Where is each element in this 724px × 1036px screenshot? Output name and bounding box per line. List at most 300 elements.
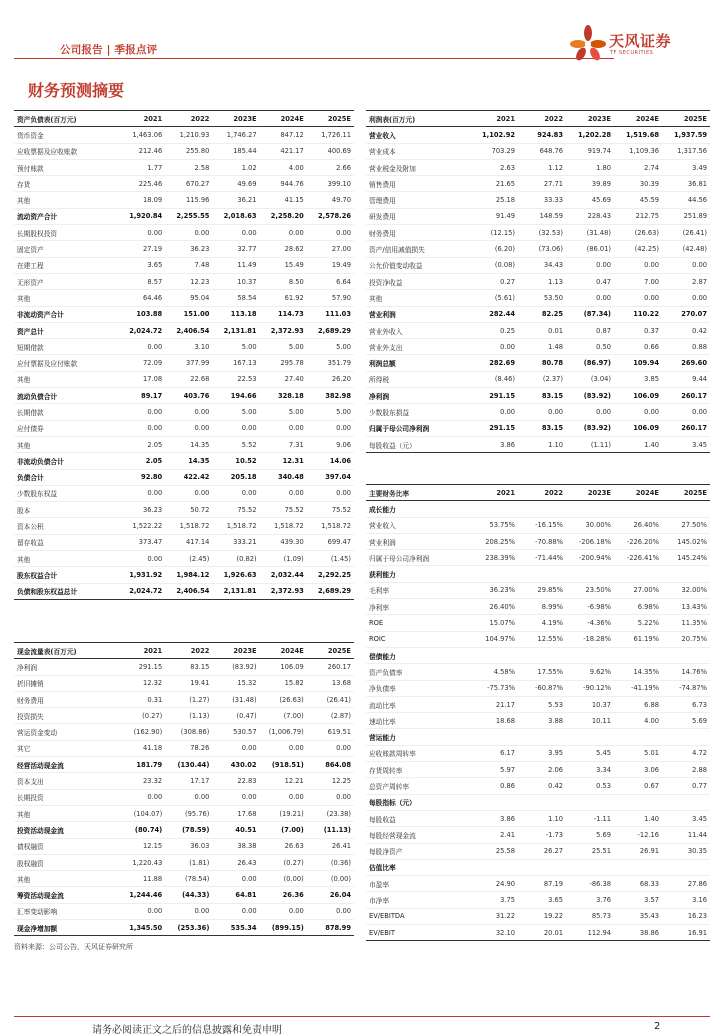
value-cell: 282.69 (470, 355, 518, 371)
value-cell: 0.00 (118, 420, 165, 436)
value-cell: 208.25% (470, 533, 518, 549)
value-cell: 83.15 (518, 388, 566, 404)
value-cell: 0.31 (118, 691, 165, 707)
table-row (366, 827, 710, 843)
cash-flow-table (14, 642, 354, 936)
year-header-cell: 2024E (614, 111, 662, 127)
value-cell: 23.32 (118, 773, 165, 789)
value-cell: -4.36% (566, 615, 614, 631)
value-cell: 1,202.28 (566, 127, 614, 143)
value-cell: 1,102.92 (470, 127, 518, 143)
value-cell: 0.00 (662, 404, 710, 420)
value-cell: 3.95 (518, 745, 566, 761)
value-cell: 35.43 (614, 908, 662, 924)
value-cell: 8.50 (260, 273, 307, 289)
value-cell: 430.02 (212, 757, 259, 773)
value-cell: 2,024.72 (118, 583, 165, 599)
value-cell: -226.41% (614, 550, 662, 566)
value-cell: 15.32 (212, 675, 259, 691)
value-cell: 12.15 (118, 838, 165, 854)
value-cell: (2.87) (307, 708, 354, 724)
value-cell: 185.44 (212, 143, 259, 159)
value-cell: (80.74) (118, 822, 165, 838)
value-cell: 0.00 (212, 485, 259, 501)
table-header-row (14, 111, 354, 127)
value-cell (518, 859, 566, 875)
table-row (14, 208, 354, 224)
table-row (14, 534, 354, 550)
value-cell: 12.21 (260, 773, 307, 789)
table-row (14, 583, 354, 599)
value-cell: (31.48) (212, 691, 259, 707)
value-cell: 14.76% (662, 664, 710, 680)
value-cell: 8.57 (118, 273, 165, 289)
value-cell: 109.94 (614, 355, 662, 371)
value-cell: 23.50% (566, 582, 614, 598)
value-cell: 82.25 (518, 306, 566, 322)
table-row (14, 176, 354, 192)
value-cell: 2,689.29 (307, 583, 354, 599)
table-row (366, 208, 710, 224)
row-label: 少数股东损益 (366, 404, 470, 420)
value-cell: 699.47 (307, 534, 354, 550)
value-cell: 87.19 (518, 876, 566, 892)
value-cell: 11.44 (662, 827, 710, 843)
value-cell: 167.13 (212, 355, 259, 371)
value-cell: 21.17 (470, 696, 518, 712)
row-label: 归属于母公司净利润 (366, 420, 470, 436)
year-header-cell: 2025E (307, 111, 354, 127)
table-row (14, 257, 354, 273)
value-cell: (1.45) (307, 551, 354, 567)
value-cell: 3.65 (118, 257, 165, 273)
value-cell: 26.04 (307, 887, 354, 903)
value-cell: 2.41 (470, 827, 518, 843)
value-cell: 27.00 (307, 241, 354, 257)
row-label: 非流动负债合计 (14, 453, 118, 469)
table-row (14, 871, 354, 887)
value-cell: 32.10 (470, 925, 518, 941)
value-cell: 382.98 (307, 388, 354, 404)
value-cell: 13.68 (307, 675, 354, 691)
value-cell: 12.32 (118, 675, 165, 691)
value-cell: 3.76 (566, 892, 614, 908)
value-cell: 26.41 (307, 838, 354, 854)
table-row (14, 551, 354, 567)
value-cell: 0.53 (566, 778, 614, 794)
value-cell: 2,024.72 (118, 322, 165, 338)
value-cell: 49.69 (212, 176, 259, 192)
value-cell (614, 729, 662, 745)
value-cell: 255.80 (165, 143, 212, 159)
table-row (14, 659, 354, 675)
value-cell: 3.06 (614, 762, 662, 778)
row-label: 其他 (14, 551, 118, 567)
value-cell: 0.00 (212, 420, 259, 436)
value-cell: 1,518.72 (165, 518, 212, 534)
value-cell: 38.86 (614, 925, 662, 941)
value-cell: 1,937.59 (662, 127, 710, 143)
value-cell: 291.15 (470, 420, 518, 436)
value-cell: 3.75 (470, 892, 518, 908)
value-cell: 251.89 (662, 208, 710, 224)
value-cell: 0.00 (260, 903, 307, 919)
row-label: 投资损失 (14, 708, 118, 724)
year-header-cell: 2021 (470, 111, 518, 127)
value-cell (518, 566, 566, 582)
value-cell (470, 794, 518, 810)
year-header-cell: 2025E (662, 111, 710, 127)
table-row (366, 647, 710, 663)
value-cell: (2.45) (165, 551, 212, 567)
value-cell: 0.00 (165, 404, 212, 420)
table-row (14, 740, 354, 756)
row-label: 其他 (14, 805, 118, 821)
table-row (366, 176, 710, 192)
value-cell: 0.00 (165, 420, 212, 436)
value-cell: 17.17 (165, 773, 212, 789)
value-cell: 32.00% (662, 582, 710, 598)
value-cell: (83.92) (566, 420, 614, 436)
value-cell (566, 501, 614, 517)
table-row (366, 517, 710, 533)
value-cell: (19.21) (260, 805, 307, 821)
value-cell: 29.85% (518, 582, 566, 598)
value-cell: 22.83 (212, 773, 259, 789)
table-row (366, 404, 710, 420)
page-number: 2 (654, 1021, 661, 1032)
value-cell: 212.46 (118, 143, 165, 159)
value-cell: 36.23 (165, 241, 212, 257)
value-cell: 3.86 (470, 436, 518, 452)
value-cell: (3.04) (566, 371, 614, 387)
table-row (14, 192, 354, 208)
value-cell: 1.40 (614, 810, 662, 826)
row-label: 估值比率 (366, 859, 470, 875)
row-label: 短期借款 (14, 339, 118, 355)
value-cell: 0.37 (614, 322, 662, 338)
value-cell: (253.36) (165, 920, 212, 936)
value-cell: 0.00 (307, 740, 354, 756)
value-cell: 8.99% (518, 599, 566, 615)
value-cell: 400.69 (307, 143, 354, 159)
value-cell (518, 729, 566, 745)
value-cell: 14.35% (614, 664, 662, 680)
value-cell: 2,578.26 (307, 208, 354, 224)
balance-sheet-table (14, 110, 354, 600)
table-row (14, 887, 354, 903)
value-cell: 0.66 (614, 339, 662, 355)
table-row (14, 724, 354, 740)
value-cell: 0.67 (614, 778, 662, 794)
table-row (14, 567, 354, 583)
value-cell: 20.75% (662, 631, 710, 647)
value-cell: 3.57 (614, 892, 662, 908)
value-cell: 17.08 (118, 371, 165, 387)
value-cell: 27.40 (260, 371, 307, 387)
row-label: 净负债率 (366, 680, 470, 696)
value-cell: 4.19% (518, 615, 566, 631)
row-label: 营业税金及附加 (366, 159, 470, 175)
value-cell: 30.39 (614, 176, 662, 192)
value-cell: 181.79 (118, 757, 165, 773)
value-cell: 0.00 (470, 404, 518, 420)
value-cell: (86.01) (566, 241, 614, 257)
row-label: 营运能力 (366, 729, 470, 745)
value-cell: 0.00 (614, 290, 662, 306)
table-row (14, 404, 354, 420)
row-label: 流动资产合计 (14, 208, 118, 224)
value-cell: (95.76) (165, 805, 212, 821)
value-cell: 14.06 (307, 453, 354, 469)
value-cell: 0.00 (118, 789, 165, 805)
row-label: 固定资产 (14, 241, 118, 257)
value-cell: 373.47 (118, 534, 165, 550)
value-cell: 1,518.72 (260, 518, 307, 534)
value-cell: 0.00 (260, 420, 307, 436)
footer-disclaimer: 请务必阅读正文之后的信息披露和免责申明 (92, 1025, 282, 1036)
value-cell: 0.86 (470, 778, 518, 794)
value-cell: 0.00 (518, 404, 566, 420)
value-cell: 3.65 (518, 892, 566, 908)
row-label: 偿债能力 (366, 647, 470, 663)
value-cell: 0.00 (118, 903, 165, 919)
value-cell: 1.48 (518, 339, 566, 355)
value-cell: (32.53) (518, 225, 566, 241)
value-cell: 5.00 (260, 339, 307, 355)
value-cell: 75.52 (260, 502, 307, 518)
value-cell: 944.76 (260, 176, 307, 192)
year-header-cell: 2024E (614, 485, 662, 501)
value-cell (662, 647, 710, 663)
value-cell: 2,258.20 (260, 208, 307, 224)
value-cell: 0.00 (118, 339, 165, 355)
value-cell: (0.00) (260, 871, 307, 887)
row-label: 资产/信用减值损失 (366, 241, 470, 257)
year-header-cell: 2021 (470, 485, 518, 501)
year-header-cell: 2023E (566, 111, 614, 127)
value-cell: 5.22% (614, 615, 662, 631)
row-label: 应收账款周转率 (366, 745, 470, 761)
value-cell: 6.88 (614, 696, 662, 712)
value-cell: 11.88 (118, 871, 165, 887)
table-row (14, 822, 354, 838)
table-row (14, 436, 354, 452)
value-cell: 2,292.25 (307, 567, 354, 583)
value-cell: 114.73 (260, 306, 307, 322)
value-cell: 53.75% (470, 517, 518, 533)
row-label: 管理费用 (366, 192, 470, 208)
value-cell: (83.92) (212, 659, 259, 675)
table-row (366, 876, 710, 892)
table-row (366, 631, 710, 647)
value-cell: 2.05 (118, 453, 165, 469)
value-cell: 0.00 (307, 903, 354, 919)
row-label: 每股指标（元） (366, 794, 470, 810)
table-row (14, 420, 354, 436)
value-cell: 2,131.81 (212, 583, 259, 599)
value-cell (470, 729, 518, 745)
value-cell: 19.22 (518, 908, 566, 924)
value-cell: (1.81) (165, 854, 212, 870)
row-label: 销售费用 (366, 176, 470, 192)
value-cell: (8.46) (470, 371, 518, 387)
value-cell: 20.01 (518, 925, 566, 941)
value-cell: 5.53 (518, 696, 566, 712)
row-label: 每股净资产 (366, 843, 470, 859)
table-row (366, 859, 710, 875)
value-cell: 1,522.22 (118, 518, 165, 534)
financial-ratios-table (366, 484, 710, 941)
value-cell (566, 566, 614, 582)
value-cell: 291.15 (118, 659, 165, 675)
table-row (366, 241, 710, 257)
row-label: 其他 (14, 290, 118, 306)
value-cell: 3.85 (614, 371, 662, 387)
table-row (14, 339, 354, 355)
row-label: 少数股东权益 (14, 485, 118, 501)
value-cell: 22.53 (212, 371, 259, 387)
table-row (14, 453, 354, 469)
value-cell: 0.50 (566, 339, 614, 355)
row-label: 营业外支出 (366, 339, 470, 355)
value-cell: 9.44 (662, 371, 710, 387)
value-cell: 1.80 (566, 159, 614, 175)
value-cell: 1,931.92 (118, 567, 165, 583)
value-cell: 45.59 (614, 192, 662, 208)
value-cell: 1,518.72 (212, 518, 259, 534)
value-cell: 95.04 (165, 290, 212, 306)
value-cell: 41.18 (118, 740, 165, 756)
value-cell: (2.37) (518, 371, 566, 387)
table-row (366, 290, 710, 306)
value-cell: 12.25 (307, 773, 354, 789)
table-row (366, 339, 710, 355)
value-cell: 26.43 (212, 854, 259, 870)
value-cell: -86.38 (566, 876, 614, 892)
row-label: 其他 (14, 436, 118, 452)
value-cell: 422.42 (165, 469, 212, 485)
value-cell: (87.34) (566, 306, 614, 322)
value-cell: 16.91 (662, 925, 710, 941)
row-label: 速动比率 (366, 713, 470, 729)
value-cell: 0.00 (165, 225, 212, 241)
row-label: 非流动资产合计 (14, 306, 118, 322)
table-row (366, 843, 710, 859)
value-cell: 106.09 (614, 420, 662, 436)
value-cell: 4.58% (470, 664, 518, 680)
value-cell: 2.05 (118, 436, 165, 452)
value-cell: 17.68 (212, 805, 259, 821)
value-cell: 0.00 (307, 225, 354, 241)
value-cell: 26.40% (614, 517, 662, 533)
value-cell: (12.15) (470, 225, 518, 241)
row-label: 应收票据及应收账款 (14, 143, 118, 159)
value-cell: 1,210.93 (165, 127, 212, 143)
value-cell: 864.08 (307, 757, 354, 773)
value-cell: 110.22 (614, 306, 662, 322)
value-cell: 9.06 (307, 436, 354, 452)
row-label: ROE (366, 615, 470, 631)
value-cell (662, 729, 710, 745)
year-header-cell: 2024E (260, 643, 307, 659)
value-cell: 36.23 (118, 502, 165, 518)
value-cell (518, 501, 566, 517)
row-label: 公允价值变动收益 (366, 257, 470, 273)
row-label: 投资活动现金流 (14, 822, 118, 838)
row-label: 归属于母公司净利润 (366, 550, 470, 566)
row-label: 财务费用 (366, 225, 470, 241)
value-cell: 30.35 (662, 843, 710, 859)
value-cell: 2.63 (470, 159, 518, 175)
value-cell: 340.48 (260, 469, 307, 485)
value-cell: 0.00 (614, 257, 662, 273)
row-label: 筹资活动现金流 (14, 887, 118, 903)
value-cell: (6.20) (470, 241, 518, 257)
row-label: 投资净收益 (366, 273, 470, 289)
table-row (14, 675, 354, 691)
value-cell: 145.02% (662, 533, 710, 549)
value-cell: -74.87% (662, 680, 710, 696)
value-cell: 5.00 (260, 404, 307, 420)
value-cell: 924.83 (518, 127, 566, 143)
row-label: 折旧摊销 (14, 675, 118, 691)
value-cell: 26.40% (470, 599, 518, 615)
value-cell: 113.18 (212, 306, 259, 322)
table-row (366, 713, 710, 729)
row-label: 总资产周转率 (366, 778, 470, 794)
row-label: 流动比率 (366, 696, 470, 712)
value-cell: 0.00 (307, 420, 354, 436)
row-label: 汇率变动影响 (14, 903, 118, 919)
table-title-cell: 主要财务比率 (366, 485, 470, 501)
value-cell: 5.52 (212, 436, 259, 452)
year-header-cell: 2021 (118, 111, 165, 127)
value-cell: 1.10 (518, 810, 566, 826)
value-cell: (0.27) (260, 854, 307, 870)
value-cell: -90.12% (566, 680, 614, 696)
table-row (14, 469, 354, 485)
table-row (366, 225, 710, 241)
value-cell: 5.00 (212, 404, 259, 420)
value-cell: (26.63) (260, 691, 307, 707)
row-label: 存货 (14, 176, 118, 192)
row-label: 资产总计 (14, 322, 118, 338)
value-cell: 115.96 (165, 192, 212, 208)
value-cell: 10.11 (566, 713, 614, 729)
row-label: 其他 (366, 290, 470, 306)
value-cell: -70.88% (518, 533, 566, 549)
value-cell: 10.37 (566, 696, 614, 712)
value-cell: 0.25 (470, 322, 518, 338)
row-label: 资产负债率 (366, 664, 470, 680)
row-label: 市净率 (366, 892, 470, 908)
value-cell: -6.98% (566, 599, 614, 615)
table-row (366, 908, 710, 924)
year-header-cell: 2022 (518, 111, 566, 127)
value-cell: 0.00 (118, 485, 165, 501)
table-row (366, 892, 710, 908)
row-label: 经营活动现金流 (14, 757, 118, 773)
row-label: 净利润 (366, 388, 470, 404)
value-cell: 377.99 (165, 355, 212, 371)
row-label: 现金净增加额 (14, 920, 118, 936)
value-cell: 145.24% (662, 550, 710, 566)
row-label: 每股收益（元） (366, 436, 470, 452)
table-row (14, 854, 354, 870)
value-cell: 421.17 (260, 143, 307, 159)
table-row (366, 192, 710, 208)
